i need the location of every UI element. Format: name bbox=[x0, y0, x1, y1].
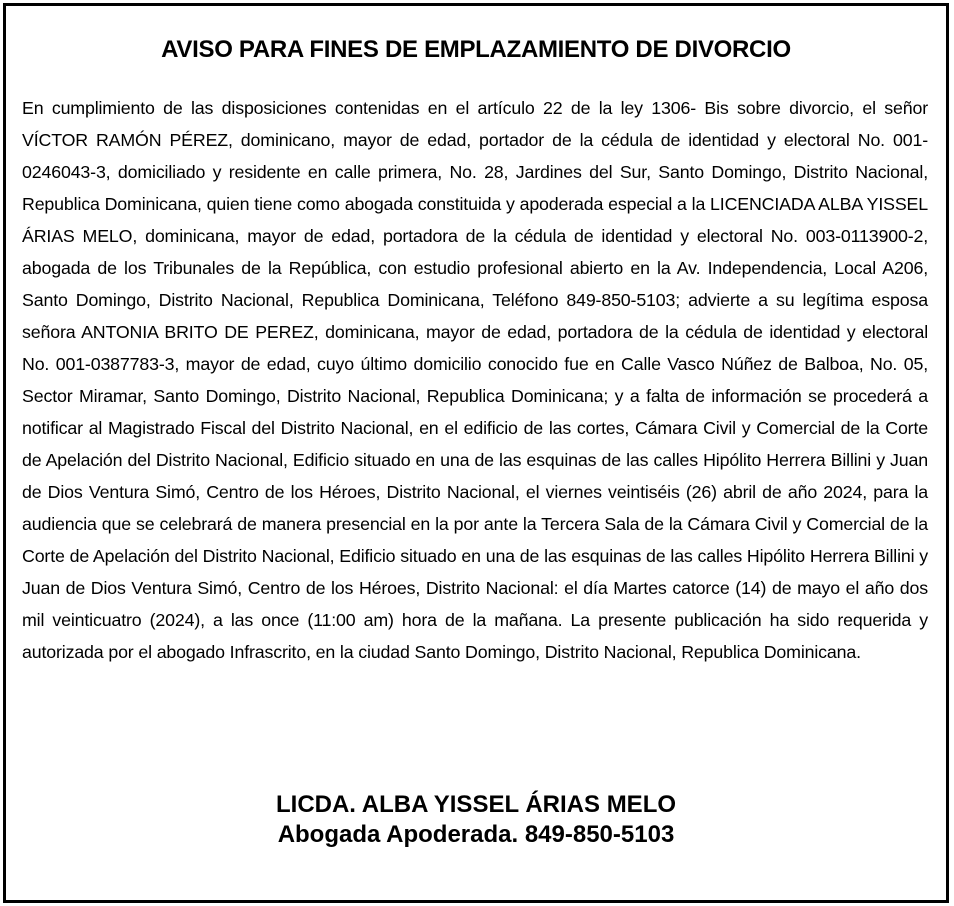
notice-title: AVISO PARA FINES DE EMPLAZAMIENTO DE DIVORCIO bbox=[161, 36, 791, 63]
notice-body: En cumplimiento de las disposiciones contenidas en el artículo 22 de la ley 1306- Bis sobre divorcio, el señor VÍCTOR RAMÓN PÉREZ, dominicano, mayor de edad, portador de la cédula de identidad y electoral No. 001-0246043-3, domiciliado y residente en calle primera, No. 28, Jardines del Sur, Santo Domingo, Distrito Nacional, Republica Dominicana, quien tiene como abogada constituida y apoderada especial a la LICENCIADA ALBA YISSEL ÁRIAS MELO, dominicana, mayor de edad, portadora de la cédula de identidad y electoral No. 003-0113900-2, abogada de los Tribunales de la República, con estudio profesional abierto en la Av. Independencia, Local A206, Santo Domingo, Distrito Nacional, Republica Dominicana, Teléfono 849-850-5103; advierte a su legítima esposa señora ANTONIA BRITO DE PEREZ, dominicana, mayor de edad, portadora de la cédula de identidad y electoral No. 001-0387783-3, mayor de edad, cuyo último domicilio conocido fue en Calle Vasco Núñez de Balboa, No. 05, Sector Miramar, Santo Domingo, Distrito Nacional, Republica Dominicana; y a falta de información se procederá a notificar al Magistrado Fiscal del Distrito Nacional, en el edificio de las cortes, Cámara Civil y Comercial de la Corte de Apelación del Distrito Nacional, Edificio situado en una de las esquinas de las calles Hipólito Herrera Billini y Juan de Dios Ventura Simó, Centro de los Héroes, Distrito Nacional, el viernes veintiséis (26) abril de año 2024, para la audiencia que se celebrará de manera presencial en la por ante la Tercera Sala de la Cámara Civil y Comercial de la Corte de Apelación del Distrito Nacional, Edificio situado en una de las esquinas de las calles Hipólito Herrera Billini y Juan de Dios Ventura Simó, Centro de los Héroes, Distrito Nacional: el día Martes catorce (14) de mayo el año dos mil veinticuatro (2024), a las once (11:00 am) hora de la mañana. La presente publicación ha sido requerida y autorizada por el abogado Infrascrito, en la ciudad Santo Domingo, Distrito Nacional, Republica Dominicana. bbox=[22, 98, 928, 662]
legal-notice-box bbox=[3, 3, 949, 903]
signature-name: LICDA. ALBA YISSEL ÁRIAS MELO bbox=[275, 791, 677, 818]
signature-role: Abogada Apoderada. 849-850-5103 bbox=[277, 821, 675, 848]
signature-block bbox=[6, 790, 946, 850]
